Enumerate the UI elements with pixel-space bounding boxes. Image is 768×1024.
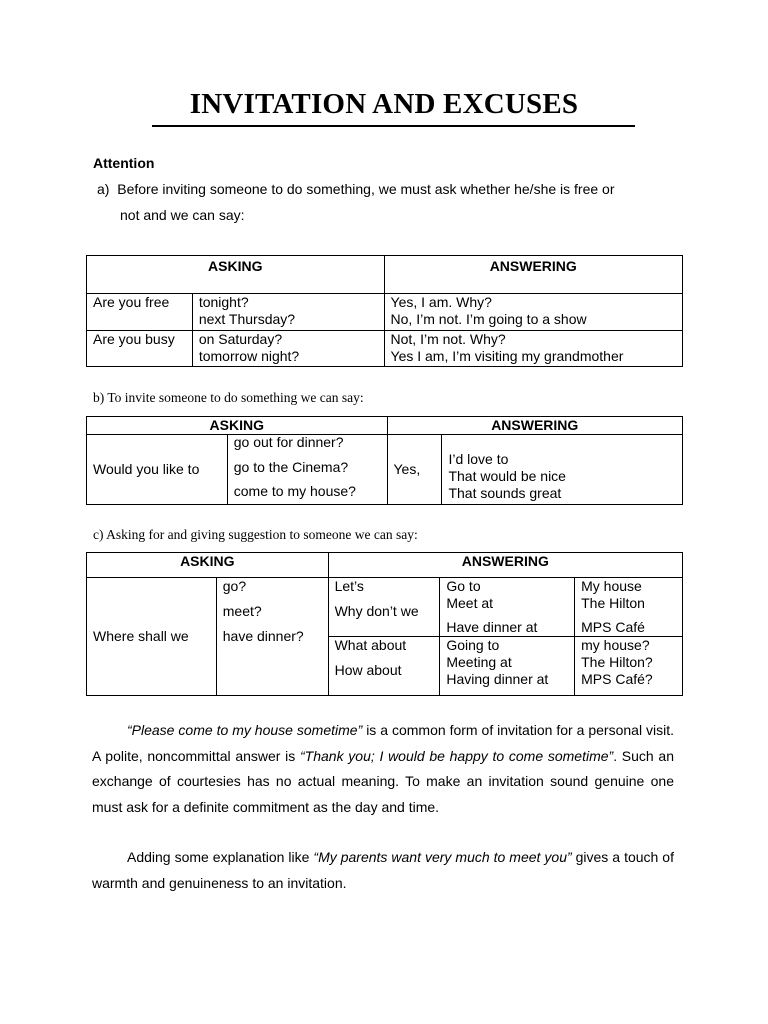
table1-ask: Are you free bbox=[87, 294, 193, 331]
table1-answer bbox=[384, 294, 682, 331]
table3-verbs bbox=[216, 578, 328, 696]
table2-answer: I’d love to bbox=[448, 451, 509, 467]
point-a-marker: a) bbox=[97, 181, 110, 197]
para1-quote-1: “Please come to my house sometime” bbox=[127, 722, 363, 738]
table1-when bbox=[192, 331, 384, 367]
para2-text-2: gives a touch of warmth and genuineness to an invitation. bbox=[92, 849, 674, 891]
table1-header-asking: ASKING bbox=[87, 256, 385, 294]
para1-text-2: . Such an exchange of courtesies has no actual meaning. To make an invitation sound genuine one must ask for a definite commitment as the day and time. bbox=[92, 747, 675, 815]
paragraph-1 bbox=[92, 718, 674, 820]
table2-option: come to my house? bbox=[233, 483, 356, 499]
table3-starter: Let’s bbox=[334, 578, 364, 594]
para2-quote: “My parents want very much to meet you” bbox=[313, 849, 572, 865]
table1-answer bbox=[384, 331, 682, 367]
table3-action: Meet at bbox=[446, 595, 494, 611]
table1-when-item: next Thursday? bbox=[198, 311, 296, 327]
section-b-heading: b) To invite someone to do something we can say: bbox=[93, 390, 364, 405]
table-row bbox=[87, 435, 683, 505]
table3-place: MPS Café bbox=[581, 619, 645, 635]
table3-action: Go to bbox=[446, 578, 481, 594]
table2-yes: Yes, bbox=[387, 435, 442, 505]
table2-header-answering: ANSWERING bbox=[387, 417, 683, 435]
table3-actions-2 bbox=[440, 637, 575, 696]
table2-answer: That sounds great bbox=[448, 485, 562, 501]
table3-action: Meeting at bbox=[446, 654, 512, 670]
table3-place: My house bbox=[581, 578, 642, 594]
table-row bbox=[87, 578, 683, 637]
table2-ask: Would you like to bbox=[87, 435, 228, 505]
table1-when-item: tonight? bbox=[198, 294, 249, 310]
table-row bbox=[87, 294, 683, 331]
table-row bbox=[87, 331, 683, 367]
page-title: INVITATION AND EXCUSES bbox=[189, 88, 579, 120]
table1-answer-item: No, I’m not. I’m going to a show bbox=[390, 311, 587, 327]
table1-when-item: tomorrow night? bbox=[198, 348, 300, 364]
table1-ask: Are you busy bbox=[87, 331, 193, 367]
table3-place: The Hilton bbox=[581, 595, 645, 611]
table3-header-asking: ASKING bbox=[87, 553, 329, 578]
table2-answer: That would be nice bbox=[448, 468, 566, 484]
table3-actions-1 bbox=[440, 578, 575, 637]
table1-header-answering: ANSWERING bbox=[384, 256, 682, 294]
table3-place: my house? bbox=[581, 637, 650, 653]
table2-answers bbox=[442, 435, 683, 505]
para1-quote-2: “Thank you; I would be happy to come sometime” bbox=[300, 747, 614, 764]
table3-starter: What about bbox=[334, 637, 407, 653]
point-a-line-2: not and we can say: bbox=[120, 207, 245, 223]
table3-verb: go? bbox=[222, 578, 247, 594]
table1-when-item: on Saturday? bbox=[198, 331, 283, 347]
table3-action: Having dinner at bbox=[446, 671, 549, 687]
table1-answer-item: Yes I am, I’m visiting my grandmother bbox=[390, 348, 624, 364]
point-a-line-1 bbox=[97, 181, 615, 197]
table1-when bbox=[192, 294, 384, 331]
title-underline bbox=[152, 125, 635, 127]
para2-text-1: Adding some explanation like bbox=[127, 849, 314, 865]
table3-starter: How about bbox=[334, 662, 402, 678]
table2-option: go out for dinner? bbox=[233, 434, 344, 450]
point-a-text-1: Before inviting someone to do something, we must ask whether he/she is free or bbox=[117, 181, 615, 197]
table3-starters-1 bbox=[328, 578, 440, 637]
table3-header-answering: ANSWERING bbox=[328, 553, 682, 578]
section-c-heading: c) Asking for and giving suggestion to someone we can say: bbox=[93, 527, 418, 542]
asking-free-table bbox=[86, 255, 683, 367]
table1-answer-item: Not, I’m not. Why? bbox=[390, 331, 506, 347]
table3-verb: have dinner? bbox=[222, 628, 304, 644]
table3-starters-2 bbox=[328, 637, 440, 696]
table3-action: Have dinner at bbox=[446, 619, 538, 635]
table3-places-2 bbox=[575, 637, 683, 696]
attention-heading: Attention bbox=[93, 155, 155, 171]
suggestion-table bbox=[86, 552, 683, 696]
table3-starter: Why don’t we bbox=[334, 603, 419, 619]
paragraph-2 bbox=[92, 845, 674, 896]
table1-answer-item: Yes, I am. Why? bbox=[390, 294, 492, 310]
table3-action: Going to bbox=[446, 637, 500, 653]
table3-place: The Hilton? bbox=[581, 654, 653, 670]
table2-option: go to the Cinema? bbox=[233, 458, 349, 475]
para1-text-1: is a common form of invitation for a personal visit. A polite, noncommittal answer is bbox=[92, 722, 675, 764]
table2-header-asking: ASKING bbox=[87, 417, 388, 435]
invite-table bbox=[86, 416, 683, 505]
table3-verb: meet? bbox=[222, 603, 262, 619]
table3-places-1 bbox=[575, 578, 683, 637]
table3-place: MPS Café? bbox=[581, 671, 653, 687]
table2-options bbox=[227, 435, 387, 505]
table3-ask: Where shall we bbox=[87, 578, 217, 696]
